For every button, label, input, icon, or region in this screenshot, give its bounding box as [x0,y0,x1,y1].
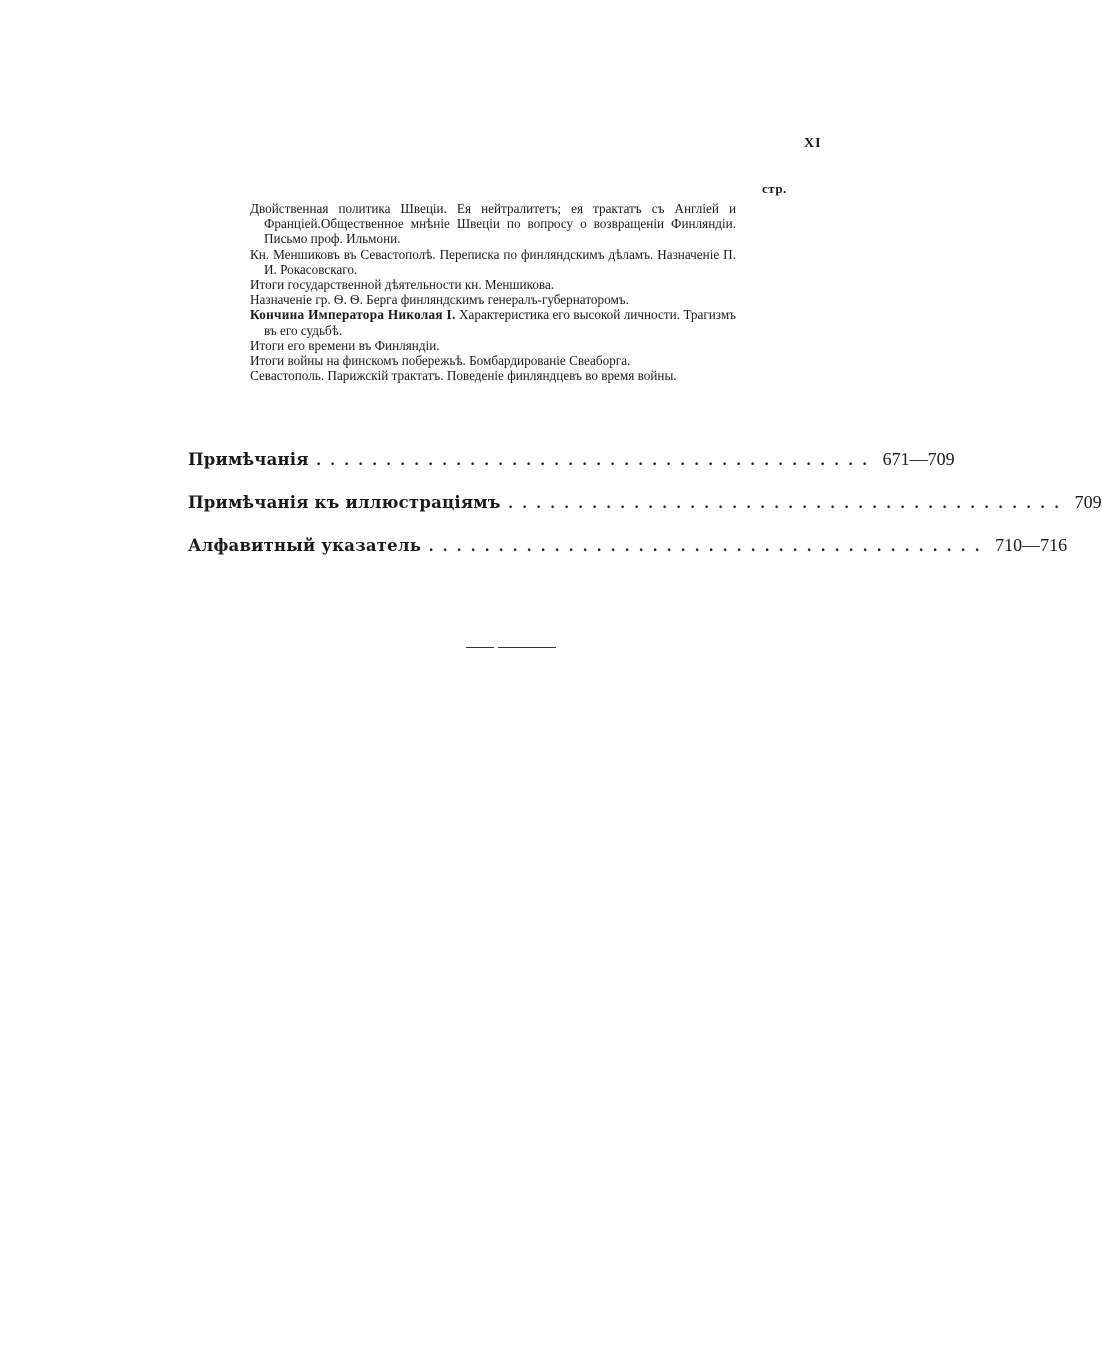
toc-entry-title: Алфавитный указатель [188,536,422,555]
page-column-label: стр. [762,181,787,196]
toc-entry-title: Примѣчанія къ иллюстраціямъ [188,493,501,512]
toc-dot-leader: ........................................ [316,452,877,469]
summary-text: Итоги его времени въ Финляндіи. [250,337,440,353]
toc-entry-illustration-notes [188,492,1102,518]
summary-paragraph [250,247,736,277]
summary-paragraph [250,338,736,353]
section-divider [466,647,494,648]
toc-page-range: 671—709 [882,449,955,469]
page-number: XI [804,136,822,151]
chapter-summary [250,201,736,383]
toc-entry-index [188,535,1068,561]
summary-text: Характеристика его высокой личности. Трагизмъ въ его судьбѣ. [264,307,736,338]
toc-entry-title: Примѣчанія [188,450,309,469]
toc-entry-notes [188,449,955,475]
toc-dot-leader: ........................................ [508,495,1069,512]
toc-dot-leader: ........................................ [429,538,990,555]
summary-text: Итоги войны на финскомъ побережьѣ. Бомбардированіе Свеаборга. [250,353,631,369]
summary-paragraph [250,201,736,247]
summary-text: Севастополь. Парижскій трактатъ. Поведеніе финляндцевъ во время войны. [250,368,677,384]
toc-page-range: 710—716 [995,535,1068,555]
summary-paragraph [250,292,736,307]
summary-text: Назначеніе гр. Ѳ. Ѳ. Берга финляндскимъ генералъ-губернаторомъ. [250,292,629,308]
summary-lead: Кончина Императора Николая I. [250,307,456,323]
summary-text: Двойственная политика Швеціи. Ея нейтралитетъ; ея трактатъ съ Англіей и Франціей.Общественное мнѣніе Швеціи по вопросу о возвращеніи Финляндіи. Письмо проф. Ильмони. [250,201,736,247]
summary-paragraph [250,277,736,292]
summary-paragraph [250,368,736,383]
summary-paragraph [250,353,736,368]
summary-paragraph [250,307,736,337]
section-divider [498,647,556,648]
summary-text: Итоги государственной дѣятельности кн. Меншикова. [250,277,555,293]
toc-page-range: 709 [1074,492,1102,512]
summary-text: Кн. Меншиковъ въ Севастополѣ. Переписка по финляндскимъ дѣламъ. Назначеніе П. И. Рокасовскаго. [250,246,736,277]
